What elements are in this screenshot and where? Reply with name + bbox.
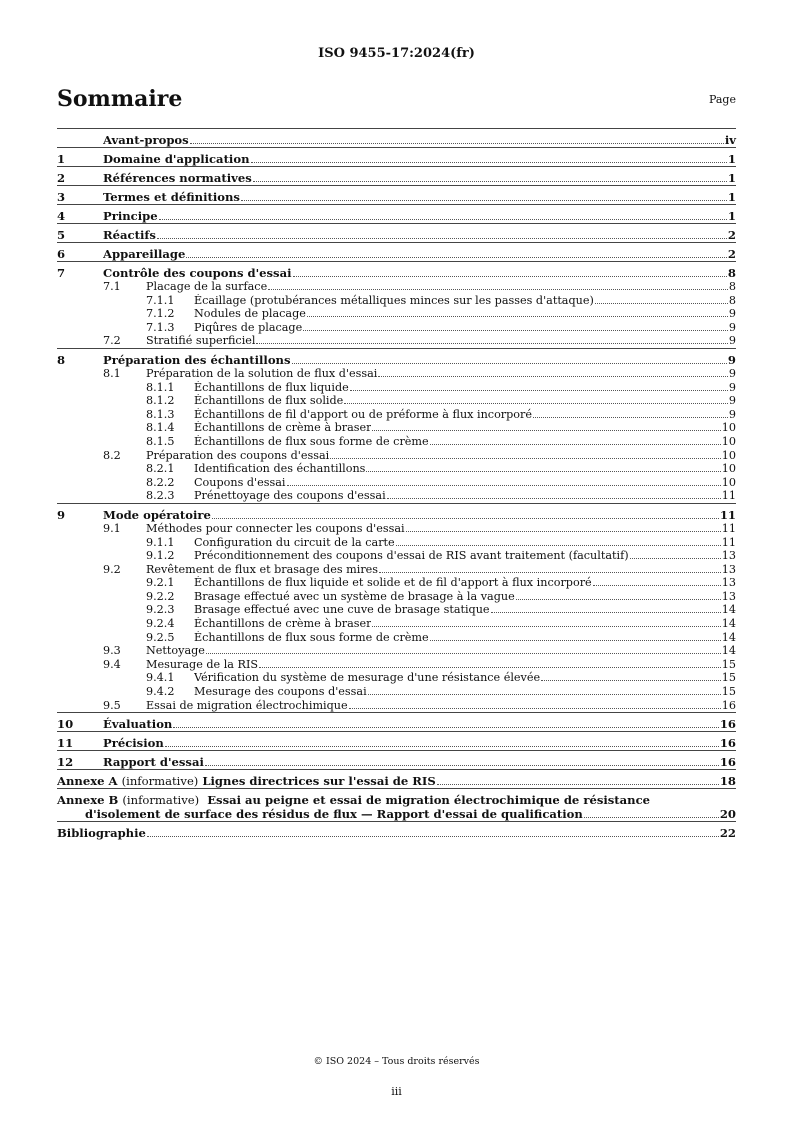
toc-entry-title: Configuration du circuit de la carte bbox=[194, 535, 395, 549]
toc-entry-number: 9.2.4 bbox=[146, 617, 175, 631]
toc-entries bbox=[57, 128, 736, 769]
dot-leader bbox=[292, 363, 727, 364]
toc-entry[interactable] bbox=[57, 367, 736, 381]
toc-entry[interactable] bbox=[57, 549, 736, 563]
toc-entry-number: 7.1.3 bbox=[146, 320, 175, 334]
toc-entry-number: 8.1.5 bbox=[146, 434, 175, 448]
dot-leader bbox=[303, 330, 728, 331]
toc-entry-page: 15 bbox=[721, 685, 736, 699]
toc-entry-title: Précision bbox=[103, 736, 164, 751]
toc-entry-number: 8 bbox=[57, 352, 66, 367]
annex-a-page: 18 bbox=[719, 774, 736, 789]
toc-entry-title: Échantillons de crème à braser bbox=[194, 617, 372, 631]
toc-entry-page: 1 bbox=[727, 209, 736, 223]
toc-entry[interactable] bbox=[57, 576, 736, 590]
toc-entry-number: 9.1.1 bbox=[146, 535, 175, 549]
toc-entry-title: Avant-propos bbox=[103, 133, 189, 147]
dot-leader bbox=[379, 572, 721, 573]
toc-entry-number: 8.1.1 bbox=[146, 380, 175, 394]
dot-leader bbox=[293, 276, 727, 277]
toc-entry[interactable] bbox=[57, 421, 736, 435]
dot-leader bbox=[437, 784, 719, 785]
dot-leader bbox=[330, 458, 721, 459]
toc-entry-page: 9 bbox=[728, 320, 736, 334]
bibliography-page: 22 bbox=[719, 826, 736, 841]
toc-entry-number: 9.2.3 bbox=[146, 603, 175, 617]
toc-entry-title: Piqûres de placage bbox=[194, 320, 303, 334]
toc-entry[interactable] bbox=[57, 489, 736, 503]
dot-leader bbox=[584, 817, 719, 818]
toc-entry[interactable] bbox=[57, 713, 736, 731]
dot-leader bbox=[186, 257, 727, 258]
toc-entry[interactable] bbox=[57, 321, 736, 335]
toc-entry-number: 9.1 bbox=[103, 521, 121, 535]
toc-entry-number: 9.2.5 bbox=[146, 630, 175, 644]
toc-entry-page: 9 bbox=[728, 366, 736, 380]
toc-entry-title: Stratifié superficiel bbox=[146, 334, 256, 348]
dot-leader bbox=[212, 518, 719, 519]
toc-entry[interactable] bbox=[57, 243, 736, 261]
toc-entry-title: Appareillage bbox=[103, 247, 186, 261]
toc-entry-number: 7.1 bbox=[103, 280, 121, 293]
dot-leader bbox=[259, 667, 721, 668]
toc-entry-title: Échantillons de flux sous forme de crème bbox=[194, 434, 429, 448]
dot-leader bbox=[268, 289, 728, 290]
toc-bibliography[interactable] bbox=[57, 822, 736, 840]
toc-entry[interactable] bbox=[57, 685, 736, 699]
dot-leader bbox=[307, 316, 728, 317]
toc-entry[interactable] bbox=[57, 148, 736, 166]
toc-entry-title: Revêtement de flux et brasage des mires bbox=[146, 562, 379, 576]
toc-entry-title: Nodules de placage bbox=[194, 307, 306, 321]
toc-entry-page: 11 bbox=[721, 521, 736, 535]
toc-entry-number: 2 bbox=[57, 171, 66, 185]
toc-entry-page: 15 bbox=[721, 671, 736, 685]
toc-entry[interactable] bbox=[57, 408, 736, 422]
dot-leader bbox=[350, 390, 728, 391]
toc-entry-number: 7.1.2 bbox=[146, 307, 175, 321]
toc-entry[interactable] bbox=[57, 449, 736, 463]
toc-entry-number: 9.2.1 bbox=[146, 576, 175, 590]
annex-b-page: 20 bbox=[719, 807, 736, 822]
toc-entry-number: 8.2 bbox=[103, 448, 121, 462]
toc-entry-title: Identification des échantillons bbox=[194, 462, 366, 476]
toc-entry-number: 8.1.4 bbox=[146, 421, 175, 435]
toc-entry[interactable] bbox=[57, 522, 736, 536]
dot-leader bbox=[251, 162, 727, 163]
toc-entry-page: 9 bbox=[727, 352, 736, 367]
toc-entry-title: Références normatives bbox=[103, 171, 252, 185]
toc-entry-number: 7 bbox=[57, 266, 66, 280]
toc-entry-title: Préparation de la solution de flux d'essai bbox=[146, 366, 378, 380]
toc-entry[interactable] bbox=[57, 435, 736, 449]
annex-b-title-line2: d'isolement de surface des résidus de flux — Rapport d'essai de qualification bbox=[85, 807, 583, 822]
dot-leader bbox=[165, 746, 719, 747]
toc-entry-title: Échantillons de flux sous forme de crème bbox=[194, 630, 429, 644]
toc-entry-page: 16 bbox=[719, 717, 736, 732]
toc-entry-page: 10 bbox=[721, 448, 736, 462]
dot-leader bbox=[256, 343, 727, 344]
toc-entry-title: Mesurage de la RIS bbox=[146, 657, 259, 671]
toc-entry[interactable] bbox=[57, 394, 736, 408]
toc-entry-page: 14 bbox=[721, 603, 736, 617]
toc-entry-number: 8.2.3 bbox=[146, 489, 175, 503]
toc-entry-number: 9.1.2 bbox=[146, 549, 175, 563]
dot-leader bbox=[430, 444, 721, 445]
dot-leader bbox=[516, 599, 721, 600]
toc-entry-number: 9.2.2 bbox=[146, 589, 175, 603]
toc-entry[interactable] bbox=[57, 280, 736, 294]
toc-entry-number: 10 bbox=[57, 717, 74, 732]
toc-entry[interactable] bbox=[57, 129, 736, 147]
toc-entry[interactable] bbox=[57, 462, 736, 476]
toc-entry-page: iv bbox=[724, 133, 736, 147]
toc-entry-title: Rapport d'essai bbox=[103, 755, 204, 770]
toc-entry-title: Préparation des coupons d'essai bbox=[146, 448, 330, 462]
toc-entry[interactable] bbox=[57, 349, 736, 367]
toc-entry-page: 9 bbox=[728, 307, 736, 321]
toc-entry-title: Échantillons de flux solide bbox=[194, 394, 344, 408]
dot-leader bbox=[630, 558, 721, 559]
annex-b-line1 bbox=[57, 793, 736, 807]
dot-leader bbox=[378, 376, 728, 377]
toc-entry-page: 14 bbox=[721, 644, 736, 658]
toc-entry-page: 16 bbox=[719, 736, 736, 751]
dot-leader bbox=[396, 545, 721, 546]
toc-entry-title: Préconditionnement des coupons d'essai de RIS avant traitement (facultatif) bbox=[194, 549, 629, 563]
bibliography-label: Bibliographie bbox=[57, 826, 146, 841]
toc-entry-number: 8.2.2 bbox=[146, 475, 175, 489]
toc-entry-page: 14 bbox=[721, 617, 736, 631]
toc-entry-number: 7.1.1 bbox=[146, 293, 175, 307]
toc-entry-title: Contrôle des coupons d'essai bbox=[103, 266, 292, 280]
dot-leader bbox=[241, 200, 727, 201]
toc-entry-title: Domaine d'application bbox=[103, 152, 250, 166]
dot-leader bbox=[491, 612, 721, 613]
toc-entry-number: 6 bbox=[57, 247, 66, 261]
page-title: Sommaire bbox=[57, 86, 183, 112]
toc-entry-page: 10 bbox=[721, 475, 736, 489]
toc-entry-title: Échantillons de flux liquide bbox=[194, 380, 349, 394]
toc-entry-title: Écaillage (protubérances métalliques minces sur les passes d'attaque) bbox=[194, 293, 594, 307]
toc-entry[interactable] bbox=[57, 536, 736, 550]
toc-entry-page: 1 bbox=[727, 190, 736, 204]
toc-entry[interactable] bbox=[57, 603, 736, 617]
toc-annex-b[interactable] bbox=[57, 789, 736, 821]
dot-leader bbox=[190, 143, 724, 144]
toc-entry-page: 13 bbox=[721, 562, 736, 576]
toc-entry-title: Méthodes pour connecter les coupons d'essai bbox=[146, 521, 405, 535]
dot-leader bbox=[344, 403, 728, 404]
toc-entry[interactable] bbox=[57, 631, 736, 645]
table-of-contents bbox=[57, 128, 736, 840]
dot-leader bbox=[430, 640, 721, 641]
toc-entry-title: Préparation des échantillons bbox=[103, 352, 291, 367]
dot-leader bbox=[368, 694, 721, 695]
toc-entry-title: Termes et définitions bbox=[103, 190, 240, 204]
toc-entry-page: 8 bbox=[728, 280, 736, 293]
toc-entry-page: 14 bbox=[721, 630, 736, 644]
toc-entry[interactable] bbox=[57, 294, 736, 308]
toc-entry-title: Nettoyage bbox=[146, 644, 205, 658]
toc-entry[interactable] bbox=[57, 732, 736, 750]
toc-entry-title: Échantillons de fil d'apport ou de préforme à flux incorporé bbox=[194, 407, 533, 421]
toc-entry[interactable] bbox=[57, 590, 736, 604]
toc-entry[interactable] bbox=[57, 307, 736, 321]
toc-entry-page: 11 bbox=[719, 507, 736, 522]
dot-leader bbox=[366, 471, 720, 472]
toc-entry-title: Réactifs bbox=[103, 228, 156, 242]
toc-entry-page: 10 bbox=[721, 462, 736, 476]
toc-entry[interactable] bbox=[57, 671, 736, 685]
toc-entry-number: 9.4 bbox=[103, 657, 121, 671]
toc-annex-a[interactable] bbox=[57, 770, 736, 788]
toc-entry-title: Prénettoyage des coupons d'essai bbox=[194, 489, 386, 503]
toc-entry-page: 9 bbox=[728, 394, 736, 408]
toc-entry-number: 8.1.2 bbox=[146, 394, 175, 408]
toc-entry-page: 11 bbox=[721, 535, 736, 549]
toc-entry-page: 13 bbox=[721, 549, 736, 563]
toc-entry-title: Évaluation bbox=[103, 717, 173, 732]
toc-entry-page: 8 bbox=[728, 293, 736, 307]
page-column-label: Page bbox=[708, 93, 736, 106]
dot-leader bbox=[349, 708, 721, 709]
document-id: ISO 9455-17:2024(fr) bbox=[318, 46, 475, 61]
toc-entry[interactable] bbox=[57, 186, 736, 204]
dot-leader bbox=[287, 485, 721, 486]
toc-entry-page: 9 bbox=[728, 380, 736, 394]
annex-b-kind: (informative) bbox=[122, 793, 200, 808]
toc-entry-title: Mode opératoire bbox=[103, 507, 211, 522]
toc-entry-title: Mesurage des coupons d'essai bbox=[194, 685, 367, 699]
toc-entry-number: 9.4.2 bbox=[146, 685, 175, 699]
toc-entry-title: Brasage effectué avec une cuve de brasage statique bbox=[194, 603, 490, 617]
toc-entry[interactable] bbox=[57, 504, 736, 522]
toc-entry-number: 9 bbox=[57, 507, 66, 522]
toc-entry[interactable] bbox=[57, 224, 736, 242]
toc-entry-page: 10 bbox=[721, 421, 736, 435]
dot-leader bbox=[205, 765, 719, 766]
dot-leader bbox=[253, 181, 727, 182]
toc-entry[interactable] bbox=[57, 381, 736, 395]
toc-entry-title: Principe bbox=[103, 209, 158, 223]
toc-entry[interactable] bbox=[57, 167, 736, 185]
toc-entry-number: 3 bbox=[57, 190, 66, 204]
toc-entry-page: 16 bbox=[721, 698, 736, 712]
toc-entry-number: 9.2 bbox=[103, 562, 121, 576]
toc-entry-title: Coupons d'essai bbox=[194, 475, 286, 489]
annex-a-kind: (informative) bbox=[121, 774, 199, 789]
dot-leader bbox=[159, 219, 727, 220]
annex-b-title-line1: Essai au peigne et essai de migration électrochimique de résistance bbox=[207, 793, 651, 808]
toc-entry[interactable] bbox=[57, 699, 736, 713]
toc-entry[interactable] bbox=[57, 658, 736, 672]
toc-entry-page: 13 bbox=[721, 589, 736, 603]
toc-entry-title: Vérification du système de mesurage d'une résistance élevée bbox=[194, 671, 541, 685]
toc-entry-page: 15 bbox=[721, 657, 736, 671]
toc-entry-page: 2 bbox=[727, 247, 736, 261]
toc-entry-number: 1 bbox=[57, 152, 66, 166]
toc-entry-number: 5 bbox=[57, 228, 66, 242]
dot-leader bbox=[206, 653, 721, 654]
toc-entry-page: 8 bbox=[727, 266, 736, 280]
toc-entry-number: 8.1 bbox=[103, 366, 121, 380]
dot-leader bbox=[147, 836, 719, 837]
dot-leader bbox=[157, 238, 727, 239]
toc-entry-number: 9.4.1 bbox=[146, 671, 175, 685]
toc-entry-number: 7.2 bbox=[103, 334, 121, 348]
annex-a-title: Lignes directrices sur l'essai de RIS bbox=[202, 774, 436, 789]
toc-entry-title: Échantillons de flux liquide et solide et de fil d'apport à flux incorporé bbox=[194, 576, 592, 590]
toc-entry-number: 4 bbox=[57, 209, 66, 223]
dot-leader bbox=[593, 585, 721, 586]
toc-entry[interactable] bbox=[57, 476, 736, 490]
dot-leader bbox=[387, 498, 721, 499]
annex-b-prefix: Annexe B bbox=[57, 793, 119, 808]
toc-entry-title: Essai de migration électrochimique bbox=[146, 698, 348, 712]
annex-a-prefix: Annexe A bbox=[57, 774, 118, 789]
toc-entry[interactable] bbox=[57, 334, 736, 348]
dot-leader bbox=[595, 303, 728, 304]
toc-entry[interactable] bbox=[57, 644, 736, 658]
toc-entry-page: 11 bbox=[721, 489, 736, 503]
dot-leader bbox=[173, 727, 719, 728]
toc-entry-page: 10 bbox=[721, 434, 736, 448]
toc-entry[interactable] bbox=[57, 751, 736, 769]
page-number: iii bbox=[391, 1085, 402, 1098]
dot-leader bbox=[372, 430, 720, 431]
toc-entry-page: 2 bbox=[727, 228, 736, 242]
toc-entry-title: Placage de la surface bbox=[146, 280, 268, 293]
toc-entry-page: 13 bbox=[721, 576, 736, 590]
dot-leader bbox=[406, 531, 721, 532]
toc-entry[interactable] bbox=[57, 617, 736, 631]
toc-entry-page: 9 bbox=[728, 334, 736, 348]
toc-entry-number: 9.3 bbox=[103, 644, 121, 658]
toc-entry-number: 8.2.1 bbox=[146, 462, 175, 476]
toc-entry-page: 16 bbox=[719, 755, 736, 770]
toc-entry-title: Brasage effectué avec un système de brasage à la vague bbox=[194, 589, 515, 603]
toc-entry-page: 1 bbox=[727, 171, 736, 185]
toc-entry-number: 9.5 bbox=[103, 698, 121, 712]
toc-entry-title: Échantillons de crème à braser bbox=[194, 421, 372, 435]
toc-entry[interactable] bbox=[57, 563, 736, 577]
toc-entry[interactable] bbox=[57, 262, 736, 280]
dot-leader bbox=[372, 626, 720, 627]
toc-entry-number: 11 bbox=[57, 736, 74, 751]
copyright-notice: © ISO 2024 – Tous droits réservés bbox=[313, 1056, 480, 1067]
dot-leader bbox=[533, 417, 728, 418]
toc-entry[interactable] bbox=[57, 205, 736, 223]
toc-entry-number: 8.1.3 bbox=[146, 407, 175, 421]
dot-leader bbox=[541, 680, 721, 681]
toc-entry-page: 9 bbox=[728, 407, 736, 421]
toc-entry-number: 12 bbox=[57, 755, 74, 770]
toc-entry-page: 1 bbox=[727, 152, 736, 166]
